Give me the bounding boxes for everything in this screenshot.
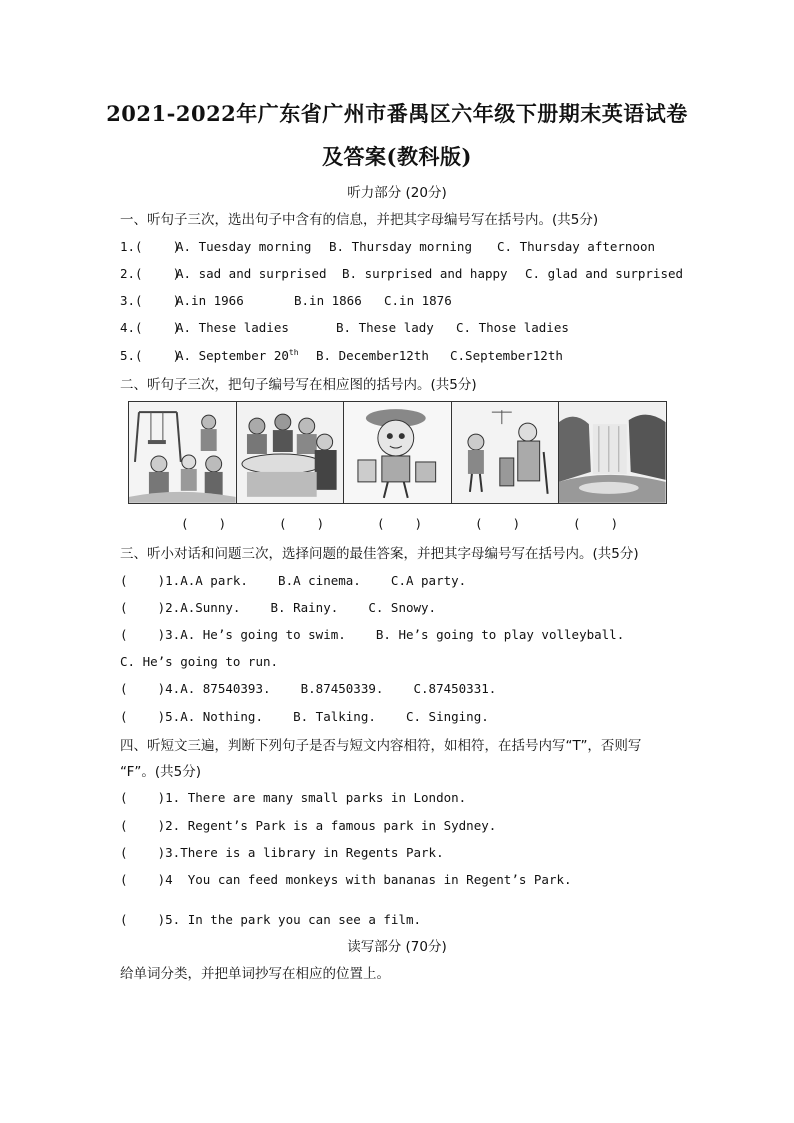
section4-statement-2: ( )2. Regent’s Park is a famous park in Sydney. (120, 818, 497, 833)
reading-writing-heading: 读写部分 (70分) (347, 939, 447, 955)
picture-4-answer-bracket[interactable]: ( ) (475, 516, 521, 531)
question-number: 5.( ) (120, 348, 181, 363)
exam-title-line1: 2021-2022年广东省广州市番禺区六年级下册期末英语试卷 (106, 101, 688, 126)
question-number: 1.( ) (120, 239, 181, 254)
question-number: 2.( ) (120, 266, 181, 281)
listening-heading: 听力部分 (20分) (347, 185, 447, 201)
option-a-text: A. September 20 (176, 348, 289, 364)
section4-heading-line2: “F”。(共5分) (120, 764, 201, 780)
shopping-illustration (344, 402, 451, 503)
option-b: B.in 1866 (294, 293, 362, 308)
option-a: A. Tuesday morning (176, 239, 312, 254)
section3-question-5: ( )5.A. Nothing. B. Talking. C. Singing. (120, 709, 489, 724)
question-number: 3.( ) (120, 293, 181, 308)
word-classification-instruction: 给单词分类，并把单词抄写在相应的位置上。 (120, 966, 390, 982)
option-a: A.in 1966 (176, 293, 244, 308)
child-helping-elder-picture (452, 402, 560, 503)
picture-3-answer-bracket[interactable]: ( ) (377, 516, 423, 531)
section4-statement-5: ( )5. In the park you can see a film. (120, 912, 422, 927)
section3-question-1: ( )1.A.A park. B.A cinema. C.A party. (120, 573, 467, 588)
section4-statement-3: ( )3.There is a library in Regents Park. (120, 845, 444, 860)
option-b: B. December12th (316, 348, 429, 363)
helping-illustration (452, 402, 559, 503)
section2-heading: 二、听句子三次，把句子编号写在相应图的括号内。(共5分) (120, 377, 477, 393)
waterfall-landscape-picture (559, 402, 666, 503)
question-number: 4.( ) (120, 320, 181, 335)
section3-question-4: ( )4.A. 87540393. B.87450339. C.87450331. (120, 681, 497, 696)
exam-title-line2: 及答案(教科版) (322, 144, 472, 169)
option-c: C.September12th (450, 348, 563, 363)
ordinal-suffix: th (288, 348, 299, 357)
picture-2-answer-bracket[interactable]: ( ) (279, 516, 325, 531)
option-b: B. Thursday morning (329, 239, 472, 254)
playground-illustration (129, 402, 236, 503)
section3-question-2: ( )2.A.Sunny. B. Rainy. C. Snowy. (120, 600, 437, 615)
dinner-illustration (237, 402, 344, 503)
section1-heading: 一、听句子三次，选出句子中含有的信息，并把其字母编号写在括号内。(共5分) (120, 212, 599, 228)
shopping-girl-picture (344, 402, 452, 503)
option-c: C. Those ladies (456, 320, 569, 335)
family-dinner-picture (237, 402, 345, 503)
option-a: A. These ladies (176, 320, 289, 335)
playground-children-picture (129, 402, 237, 503)
option-a (176, 348, 299, 363)
section4-statement-4: ( )4 You can feed monkeys with bananas in Regent’s Park. (120, 872, 572, 887)
section3-heading: 三、听小对话和问题三次，选择问题的最佳答案，并把其字母编号写在括号内。(共5分) (120, 546, 639, 562)
option-c: C. Thursday afternoon (497, 239, 656, 254)
option-c: C. glad and surprised (525, 266, 684, 281)
section3-question-3: ( )3.A. He’s going to swim. B. He’s going to play volleyball. (120, 627, 625, 642)
option-a: A. sad and surprised (176, 266, 327, 281)
option-c: C.in 1876 (384, 293, 452, 308)
picture-5-answer-bracket[interactable]: ( ) (573, 516, 619, 531)
option-b: B. surprised and happy (342, 266, 508, 281)
section4-heading-line1: 四、听短文三遍，判断下列句子是否与短文内容相符，如相符，在括号内写“T”，否则写 (120, 738, 642, 754)
option-b: B. These lady (336, 320, 434, 335)
picture-1-answer-bracket[interactable]: ( ) (181, 516, 227, 531)
section4-statement-1: ( )1. There are many small parks in London. (120, 790, 467, 805)
section3-question-3-option-c: C. He’s going to run. (120, 654, 279, 669)
waterfall-illustration (559, 402, 666, 503)
section2-picture-strip (128, 401, 667, 504)
